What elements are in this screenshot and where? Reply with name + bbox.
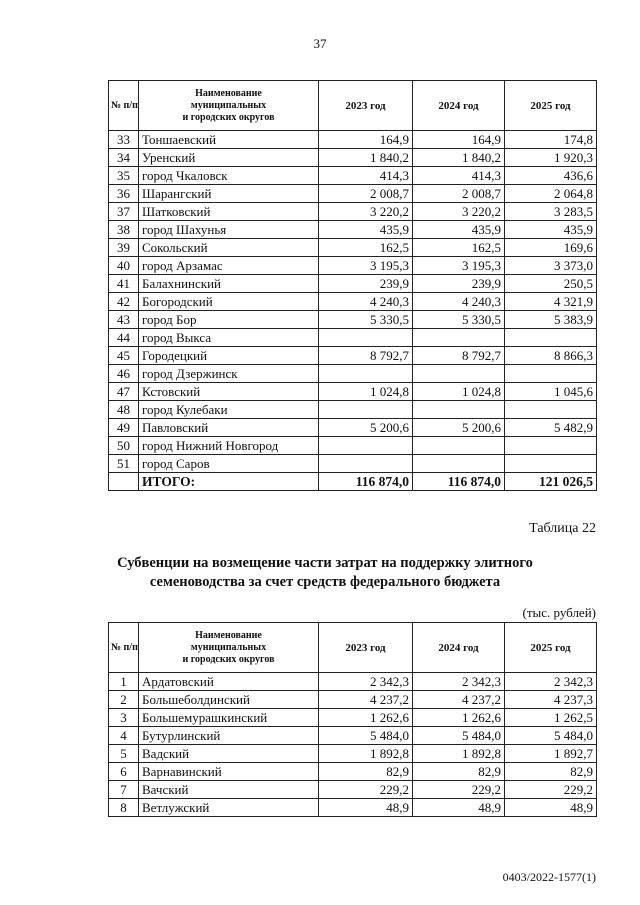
- value-2023: 239,9: [319, 275, 413, 293]
- value-2025: 1 892,7: [505, 745, 597, 763]
- value-2023: [319, 455, 413, 473]
- municipality-name: город Арзамас: [139, 257, 319, 275]
- table-header-row: [109, 623, 597, 673]
- value-2024: 8 792,7: [413, 347, 505, 365]
- table-row: [109, 673, 597, 691]
- table-row: [109, 691, 597, 709]
- total-label: ИТОГО:: [139, 473, 319, 491]
- value-2025: 5 383,9: [505, 311, 597, 329]
- title-line: семеноводства за счет средств федерального бюджета: [149, 574, 501, 590]
- allocation-table-2: [108, 622, 597, 817]
- table-row: [109, 185, 597, 203]
- row-number: 37: [109, 203, 139, 221]
- row-number: 48: [109, 401, 139, 419]
- value-2024: [413, 455, 505, 473]
- value-2023: 435,9: [319, 221, 413, 239]
- municipality-name: Большемурашкинский: [139, 709, 319, 727]
- table-row: [109, 781, 597, 799]
- municipality-name: город Чкаловск: [139, 167, 319, 185]
- value-2024: 414,3: [413, 167, 505, 185]
- municipality-name: Вадский: [139, 745, 319, 763]
- table-row: [109, 799, 597, 817]
- value-2023: 2 342,3: [319, 673, 413, 691]
- header-number: № п/п: [109, 81, 139, 131]
- value-2025: 4 237,3: [505, 691, 597, 709]
- header-2025: 2025 год: [505, 81, 597, 131]
- row-number: 38: [109, 221, 139, 239]
- value-2025: [505, 401, 597, 419]
- row-number: 41: [109, 275, 139, 293]
- total-2024: 116 874,0: [413, 473, 505, 491]
- document-code: 0403/2022-1577(1): [502, 870, 596, 884]
- value-2023: 8 792,7: [319, 347, 413, 365]
- row-number: 50: [109, 437, 139, 455]
- value-2025: 3 283,5: [505, 203, 597, 221]
- row-number: 6: [109, 763, 139, 781]
- municipality-name: Варнавинский: [139, 763, 319, 781]
- table-row: [109, 727, 597, 745]
- municipality-name: Ветлужский: [139, 799, 319, 817]
- value-2025: 5 482,9: [505, 419, 597, 437]
- value-2024: [413, 401, 505, 419]
- value-2024: 2 342,3: [413, 673, 505, 691]
- row-number: 35: [109, 167, 139, 185]
- table-row: [109, 257, 597, 275]
- value-2023: 1 024,8: [319, 383, 413, 401]
- municipality-name: город Выкса: [139, 329, 319, 347]
- row-number: 43: [109, 311, 139, 329]
- row-number: 46: [109, 365, 139, 383]
- value-2023: 162,5: [319, 239, 413, 257]
- table-row: [109, 167, 597, 185]
- table-row: [109, 311, 597, 329]
- row-number: 47: [109, 383, 139, 401]
- value-2024: 4 240,3: [413, 293, 505, 311]
- value-2023: 1 840,2: [319, 149, 413, 167]
- value-2025: 2 064,8: [505, 185, 597, 203]
- value-2024: 3 220,2: [413, 203, 505, 221]
- table-row: [109, 221, 597, 239]
- municipality-name: Кстовский: [139, 383, 319, 401]
- municipality-name: Шарангский: [139, 185, 319, 203]
- total-2025: 121 026,5: [505, 473, 597, 491]
- row-number: 1: [109, 673, 139, 691]
- value-2025: 1 045,6: [505, 383, 597, 401]
- value-2024: 5 484,0: [413, 727, 505, 745]
- municipality-name: Сокольский: [139, 239, 319, 257]
- header-name-line: муниципальных: [190, 641, 267, 653]
- value-2024: 1 024,8: [413, 383, 505, 401]
- value-2025: 3 373,0: [505, 257, 597, 275]
- table-row: [109, 455, 597, 473]
- value-2024: 435,9: [413, 221, 505, 239]
- value-2024: 239,9: [413, 275, 505, 293]
- value-2023: [319, 365, 413, 383]
- municipality-name: город Нижний Новгород: [139, 437, 319, 455]
- value-2023: 5 330,5: [319, 311, 413, 329]
- value-2023: 164,9: [319, 131, 413, 149]
- value-2023: 2 008,7: [319, 185, 413, 203]
- units-note: (тыс. рублей): [522, 605, 596, 620]
- header-2023: 2023 год: [319, 623, 413, 673]
- value-2024: 2 008,7: [413, 185, 505, 203]
- value-2023: 3 195,3: [319, 257, 413, 275]
- value-2023: 4 240,3: [319, 293, 413, 311]
- municipality-name: Вачский: [139, 781, 319, 799]
- row-number: 8: [109, 799, 139, 817]
- value-2023: 5 484,0: [319, 727, 413, 745]
- value-2024: [413, 329, 505, 347]
- row-number: 49: [109, 419, 139, 437]
- value-2024: 1 262,6: [413, 709, 505, 727]
- value-2025: 250,5: [505, 275, 597, 293]
- total-number-cell: [109, 473, 139, 491]
- municipality-name: город Саров: [139, 455, 319, 473]
- header-number: № п/п: [109, 623, 139, 673]
- table-row: [109, 437, 597, 455]
- row-number: 42: [109, 293, 139, 311]
- row-number: 51: [109, 455, 139, 473]
- municipality-name: Большеболдинский: [139, 691, 319, 709]
- value-2025: 1 262,5: [505, 709, 597, 727]
- row-number: 45: [109, 347, 139, 365]
- allocation-table-1: [108, 80, 597, 491]
- row-number: 5: [109, 745, 139, 763]
- value-2025: 82,9: [505, 763, 597, 781]
- value-2023: 82,9: [319, 763, 413, 781]
- header-2023: 2023 год: [319, 81, 413, 131]
- table-row: [109, 329, 597, 347]
- municipality-name: город Бор: [139, 311, 319, 329]
- value-2024: 229,2: [413, 781, 505, 799]
- table-row: [109, 745, 597, 763]
- value-2025: [505, 455, 597, 473]
- value-2023: [319, 437, 413, 455]
- row-number: 39: [109, 239, 139, 257]
- value-2024: 164,9: [413, 131, 505, 149]
- municipality-name: Балахнинский: [139, 275, 319, 293]
- value-2025: 1 920,3: [505, 149, 597, 167]
- value-2024: 3 195,3: [413, 257, 505, 275]
- table-row: [109, 293, 597, 311]
- municipality-name: Уренский: [139, 149, 319, 167]
- row-number: 40: [109, 257, 139, 275]
- value-2023: 1 892,8: [319, 745, 413, 763]
- value-2023: 5 200,6: [319, 419, 413, 437]
- table-row: [109, 275, 597, 293]
- value-2023: 3 220,2: [319, 203, 413, 221]
- value-2024: [413, 437, 505, 455]
- value-2025: 169,6: [505, 239, 597, 257]
- value-2025: 436,6: [505, 167, 597, 185]
- value-2023: 1 262,6: [319, 709, 413, 727]
- table-row: [109, 401, 597, 419]
- value-2024: 162,5: [413, 239, 505, 257]
- table-row: [109, 365, 597, 383]
- value-2024: 5 330,5: [413, 311, 505, 329]
- header-2025: 2025 год: [505, 623, 597, 673]
- value-2023: 229,2: [319, 781, 413, 799]
- value-2025: [505, 437, 597, 455]
- value-2024: [413, 365, 505, 383]
- header-name: [139, 81, 319, 131]
- table-row: [109, 763, 597, 781]
- total-2023: 116 874,0: [319, 473, 413, 491]
- header-name-line: Наименование: [195, 629, 262, 641]
- table-row: [109, 131, 597, 149]
- row-number: 33: [109, 131, 139, 149]
- table-row: [109, 419, 597, 437]
- page-number: 37: [313, 36, 327, 51]
- row-number: 7: [109, 781, 139, 799]
- header-name-line: Наименование: [195, 87, 262, 99]
- value-2025: 8 866,3: [505, 347, 597, 365]
- municipality-name: Бутурлинский: [139, 727, 319, 745]
- table-row: [109, 239, 597, 257]
- value-2025: 5 484,0: [505, 727, 597, 745]
- row-number: 36: [109, 185, 139, 203]
- value-2025: [505, 329, 597, 347]
- value-2024: 1 892,8: [413, 745, 505, 763]
- table-header-row: [109, 81, 597, 131]
- value-2024: 4 237,2: [413, 691, 505, 709]
- table-row: [109, 383, 597, 401]
- row-number: 3: [109, 709, 139, 727]
- table-row: [109, 149, 597, 167]
- municipality-name: Ардатовский: [139, 673, 319, 691]
- table-row: [109, 347, 597, 365]
- value-2025: [505, 365, 597, 383]
- municipality-name: город Шахунья: [139, 221, 319, 239]
- table-row: [109, 709, 597, 727]
- value-2025: 174,8: [505, 131, 597, 149]
- value-2024: 1 840,2: [413, 149, 505, 167]
- value-2023: 4 237,2: [319, 691, 413, 709]
- header-name: [139, 623, 319, 673]
- municipality-name: Богородский: [139, 293, 319, 311]
- row-number: 44: [109, 329, 139, 347]
- value-2025: 48,9: [505, 799, 597, 817]
- section-title: [80, 554, 570, 592]
- value-2023: 414,3: [319, 167, 413, 185]
- value-2025: 229,2: [505, 781, 597, 799]
- value-2023: [319, 329, 413, 347]
- header-name-line: и городских округов: [182, 111, 275, 123]
- value-2023: [319, 401, 413, 419]
- header-2024: 2024 год: [413, 81, 505, 131]
- total-row: [109, 473, 597, 491]
- row-number: 34: [109, 149, 139, 167]
- value-2024: 48,9: [413, 799, 505, 817]
- municipality-name: город Дзержинск: [139, 365, 319, 383]
- row-number: 2: [109, 691, 139, 709]
- value-2025: 4 321,9: [505, 293, 597, 311]
- row-number: 4: [109, 727, 139, 745]
- municipality-name: Шатковский: [139, 203, 319, 221]
- municipality-name: Городецкий: [139, 347, 319, 365]
- value-2025: 2 342,3: [505, 673, 597, 691]
- header-2024: 2024 год: [413, 623, 505, 673]
- municipality-name: Павловский: [139, 419, 319, 437]
- header-name-line: и городских округов: [182, 653, 275, 665]
- municipality-name: город Кулебаки: [139, 401, 319, 419]
- header-name-line: муниципальных: [190, 99, 267, 111]
- table-label: Таблица 22: [529, 521, 596, 536]
- title-line: Субвенции на возмещение части затрат на поддержку элитного: [117, 555, 533, 571]
- value-2023: 48,9: [319, 799, 413, 817]
- table-row: [109, 203, 597, 221]
- municipality-name: Тоншаевский: [139, 131, 319, 149]
- value-2025: 435,9: [505, 221, 597, 239]
- value-2024: 82,9: [413, 763, 505, 781]
- value-2024: 5 200,6: [413, 419, 505, 437]
